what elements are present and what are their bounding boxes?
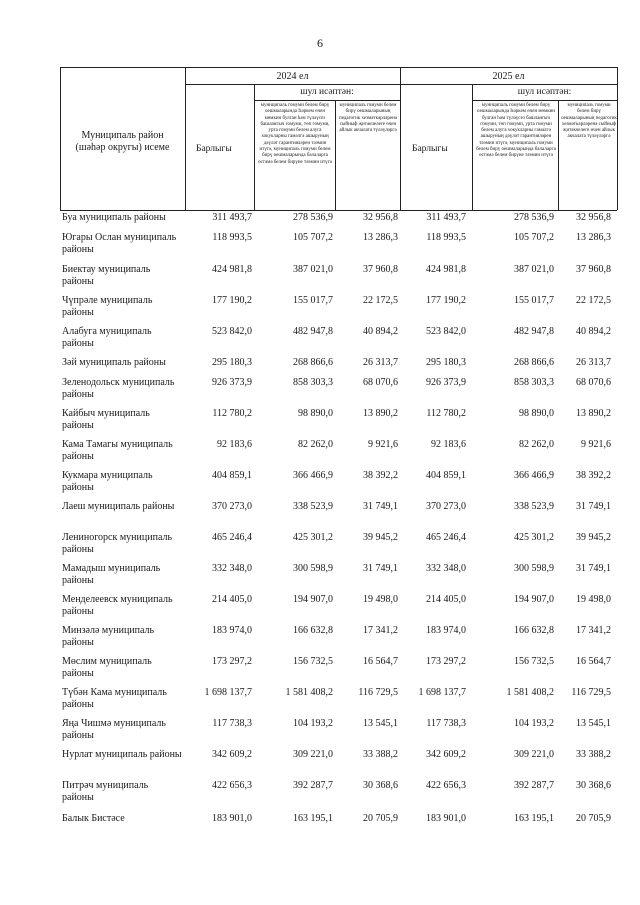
subheader-class-teacher-2025: муниципаль гомуми белем бирү оешмаларының педагогик хезмәткәрләренә сыйныф җитәкчелеге өчен айлык акчалата түләүләргә: [561, 103, 617, 140]
row-name: Түбән Кама муниципаль районы: [62, 687, 167, 710]
row-value: 9 921,6: [368, 439, 398, 450]
row-value: 465 246,4: [212, 532, 252, 543]
row-value: 13 890,2: [363, 408, 398, 419]
row-value: 424 981,8: [212, 264, 252, 275]
row-name: Питрәч муниципаль районы: [62, 780, 149, 803]
row-value: 9 921,6: [581, 439, 611, 450]
row-value: 465 246,4: [426, 532, 466, 543]
row-value: 26 313,7: [363, 357, 398, 368]
row-value: 392 287,7: [514, 780, 554, 791]
row-value: 33 388,2: [576, 749, 611, 760]
row-value: 92 183,6: [217, 439, 252, 450]
row-value: 300 598,9: [514, 563, 554, 574]
row-value: 332 348,0: [212, 563, 252, 574]
row-value: 370 273,0: [426, 501, 466, 512]
barlygy-2025: Барлыгы: [412, 144, 448, 154]
row-value: 38 392,2: [576, 470, 611, 481]
row-value: 422 656,3: [212, 780, 252, 791]
row-value: 117 738,3: [212, 718, 252, 729]
row-value: 173 297,2: [426, 656, 466, 667]
row-value: 105 707,2: [514, 232, 554, 243]
row-value: 1 581 408,2: [285, 687, 333, 698]
row-value: 482 947,8: [514, 326, 554, 337]
row-value: 22 172,5: [576, 295, 611, 306]
row-name: Лениногорск муниципаль районы: [62, 532, 173, 555]
row-value: 22 172,5: [363, 295, 398, 306]
row-value: 13 545,1: [363, 718, 398, 729]
row-value: 32 956,8: [576, 212, 611, 223]
row-value: 112 780,2: [212, 408, 252, 419]
subheader-class-teacher-2024: муниципаль гомуми белем бирү оешмаларының педагогик хезмәткәрләренә сыйныф җитәкчелеге өчен айлык акчалата түләүләргә: [339, 103, 397, 134]
row-value: 33 388,2: [363, 749, 398, 760]
col-divider-name: [185, 67, 186, 210]
row-value: 38 392,2: [363, 470, 398, 481]
col-divider-2025-sub2: [558, 100, 559, 210]
row-value: 13 545,1: [576, 718, 611, 729]
row-value: 112 780,2: [426, 408, 466, 419]
row-value: 39 945,2: [576, 532, 611, 543]
row-value: 523 842,0: [212, 326, 252, 337]
row-value: 163 195,1: [293, 813, 333, 824]
row-value: 39 945,2: [363, 532, 398, 543]
row-value: 309 221,0: [514, 749, 554, 760]
row-value: 366 466,9: [293, 470, 333, 481]
row-value: 342 609,2: [426, 749, 466, 760]
row-value: 342 609,2: [212, 749, 252, 760]
row-value: 40 894,2: [576, 326, 611, 337]
row-value: 422 656,3: [426, 780, 466, 791]
row-name: Алабуга муниципаль районы: [62, 326, 152, 349]
row-value: 13 286,3: [576, 232, 611, 243]
row-name: Нурлат муниципаль районы: [62, 749, 182, 760]
year-2025: 2025 ел: [492, 71, 525, 82]
row-value: 118 993,5: [212, 232, 252, 243]
row-value: 82 262,0: [298, 439, 333, 450]
shul-label-2024: шул исәптән:: [300, 87, 354, 97]
row-value: 404 859,1: [426, 470, 466, 481]
row-value: 19 498,0: [576, 594, 611, 605]
row-value: 13 286,3: [363, 232, 398, 243]
row-value: 68 070,6: [576, 377, 611, 388]
row-value: 166 632,8: [514, 625, 554, 636]
row-value: 1 698 137,7: [204, 687, 252, 698]
row-name: Минзәлә муниципаль районы: [62, 625, 155, 648]
row-value: 425 301,2: [514, 532, 554, 543]
row-value: 37 960,8: [363, 264, 398, 275]
row-value: 31 749,1: [363, 563, 398, 574]
row-value: 194 907,0: [514, 594, 554, 605]
row-value: 17 341,2: [363, 625, 398, 636]
row-value: 177 190,2: [426, 295, 466, 306]
row-value: 311 493,7: [426, 212, 466, 223]
row-name: Яңа Чишмә муниципаль районы: [62, 718, 166, 741]
row-value: 92 183,6: [431, 439, 466, 450]
row-value: 338 523,9: [293, 501, 333, 512]
row-value: 13 890,2: [576, 408, 611, 419]
row-value: 98 890,0: [519, 408, 554, 419]
row-name: Зәй муниципаль районы: [62, 357, 166, 368]
column-header-line2: (шәһәр округы) исеме: [75, 142, 170, 153]
row-value: 156 732,5: [514, 656, 554, 667]
row-value: 1 581 408,2: [506, 687, 554, 698]
row-value: 156 732,5: [293, 656, 333, 667]
row-value: 300 598,9: [293, 563, 333, 574]
table-top-border: [60, 67, 617, 68]
row-name: Зеленодольск муниципаль районы: [62, 377, 175, 400]
row-value: 214 405,0: [426, 594, 466, 605]
col-divider-2025-sub: [472, 84, 473, 210]
subheader-education-2024: муниципаль гомуми белем бирү оешмаларында Һәркем өчен мөмкин булган һәм түләүсез башлангыч гомуми, төп гомуми, урта гомуми белем алуга хокукларны гамәлгә ашыруның дәүләт гарантияләрен тәэмин итүгә, муниципаль гомуми белем бирү оешмаларында балаларга өстәмә белем бирүне тәэмин итүгә: [258, 103, 332, 165]
row-name: Кукмара муниципаль районы: [62, 470, 153, 493]
row-value: 37 960,8: [576, 264, 611, 275]
row-value: 858 303,3: [514, 377, 554, 388]
column-header-line1: Муниципаль район: [81, 130, 164, 141]
row-name: Чүпрәле муниципаль районы: [62, 295, 153, 318]
row-name: Менделеевск муниципаль районы: [62, 594, 173, 617]
row-value: 116 729,5: [571, 687, 611, 698]
row-value: 16 564,7: [363, 656, 398, 667]
row-value: 214 405,0: [212, 594, 252, 605]
col-divider-year: [400, 67, 401, 210]
row-value: 424 981,8: [426, 264, 466, 275]
row-name: Мамадыш муниципаль районы: [62, 563, 161, 586]
row-value: 332 348,0: [426, 563, 466, 574]
row-value: 116 729,5: [358, 687, 398, 698]
header-bottom-border: [60, 210, 617, 211]
col-divider-2024-sub2: [335, 100, 336, 210]
row-value: 370 273,0: [212, 501, 252, 512]
row-value: 105 707,2: [293, 232, 333, 243]
row-value: 20 705,9: [576, 813, 611, 824]
row-value: 155 017,7: [293, 295, 333, 306]
row-name: Мөслим муниципаль районы: [62, 656, 152, 679]
row-value: 155 017,7: [514, 295, 554, 306]
barlygy-2024: Барлыгы: [196, 144, 232, 154]
row-value: 425 301,2: [293, 532, 333, 543]
row-value: 366 466,9: [514, 470, 554, 481]
row-value: 31 749,1: [576, 563, 611, 574]
row-value: 295 180,3: [426, 357, 466, 368]
row-value: 523 842,0: [426, 326, 466, 337]
row-name: Балык Бистәсе: [62, 813, 125, 824]
row-name: Югары Ослан муниципаль районы: [62, 232, 177, 255]
row-value: 104 193,2: [293, 718, 333, 729]
row-value: 31 749,1: [576, 501, 611, 512]
row-value: 183 901,0: [212, 813, 252, 824]
year-row-border: [185, 84, 617, 85]
row-value: 19 498,0: [363, 594, 398, 605]
row-value: 268 866,6: [293, 357, 333, 368]
row-name: Кама Тамагы муниципаль районы: [62, 439, 173, 462]
row-value: 309 221,0: [293, 749, 333, 760]
row-value: 183 974,0: [212, 625, 252, 636]
row-value: 104 193,2: [514, 718, 554, 729]
row-value: 177 190,2: [212, 295, 252, 306]
shul-row-border-left: [254, 100, 400, 101]
row-value: 926 373,9: [426, 377, 466, 388]
row-value: 926 373,9: [212, 377, 252, 388]
row-value: 482 947,8: [293, 326, 333, 337]
row-value: 26 313,7: [576, 357, 611, 368]
row-value: 31 749,1: [363, 501, 398, 512]
row-value: 117 738,3: [426, 718, 466, 729]
row-value: 278 536,9: [293, 212, 333, 223]
row-value: 68 070,6: [363, 377, 398, 388]
row-value: 1 698 137,7: [418, 687, 466, 698]
row-value: 20 705,9: [363, 813, 398, 824]
row-value: 40 894,2: [363, 326, 398, 337]
row-value: 166 632,8: [293, 625, 333, 636]
row-value: 268 866,6: [514, 357, 554, 368]
row-value: 387 021,0: [293, 264, 333, 275]
row-value: 278 536,9: [514, 212, 554, 223]
row-value: 858 303,3: [293, 377, 333, 388]
shul-label-2025: шул исәптән:: [517, 87, 572, 97]
row-value: 82 262,0: [519, 439, 554, 450]
row-name: Биектау муниципаль районы: [62, 264, 151, 287]
table-right-border: [617, 67, 618, 210]
year-2024: 2024 ел: [276, 71, 309, 82]
row-value: 338 523,9: [514, 501, 554, 512]
row-name: Кайбыч муниципаль районы: [62, 408, 150, 431]
row-value: 32 956,8: [363, 212, 398, 223]
row-value: 183 974,0: [426, 625, 466, 636]
row-name: Лаеш муниципаль районы: [62, 501, 175, 512]
row-value: 311 493,7: [212, 212, 252, 223]
row-value: 118 993,5: [426, 232, 466, 243]
col-divider-2024-sub: [254, 84, 255, 210]
row-value: 392 287,7: [293, 780, 333, 791]
row-value: 295 180,3: [212, 357, 252, 368]
row-name: Буа муниципаль районы: [62, 212, 166, 223]
row-value: 17 341,2: [576, 625, 611, 636]
column-header-name: [60, 130, 185, 154]
row-value: 173 297,2: [212, 656, 252, 667]
row-value: 30 368,6: [363, 780, 398, 791]
row-value: 404 859,1: [212, 470, 252, 481]
row-value: 30 368,6: [576, 780, 611, 791]
row-value: 183 901,0: [426, 813, 466, 824]
shul-row-border-right: [472, 100, 617, 101]
subheader-education-2025: муниципаль гомуми белем бирү оешмаларында Һәркем өчен мөмкин булган һәм түләүсез башлангыч гомуми, төп гомуми, урта гомуми белем алуга хокукларны гамәлгә ашыруның дәүләт гарантияләрен тәэмин итүгә, муниципаль гомуми белем бирү оешмаларында балаларга өстәмә белем бирүне тәэмин итүгә: [476, 103, 556, 159]
page-number: 6: [317, 36, 323, 50]
row-value: 16 564,7: [576, 656, 611, 667]
row-value: 387 021,0: [514, 264, 554, 275]
row-value: 194 907,0: [293, 594, 333, 605]
row-value: 163 195,1: [514, 813, 554, 824]
row-value: 98 890,0: [298, 408, 333, 419]
